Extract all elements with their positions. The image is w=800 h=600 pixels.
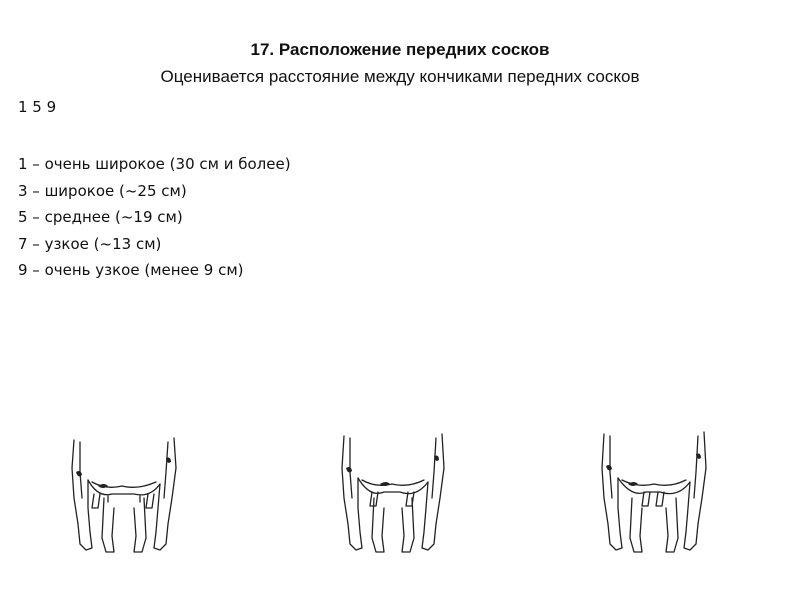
score-item-5: 5 – среднее (~19 см) [18, 208, 183, 226]
slide-title: 17. Расположение передних сосков [250, 40, 550, 59]
cow-rear-illustration-score-9 [598, 428, 710, 556]
cow-udder-drawing [338, 428, 450, 556]
scale-line: 1 5 9 [18, 98, 57, 116]
score-item-3: 3 – широкое (~25 см) [18, 181, 187, 200]
score-item-1: 1 – очень широкое (30 см и более) [18, 155, 291, 173]
slide-subtitle: Оценивается расстояние между кончиками передних сосков [160, 67, 640, 86]
score-list [18, 151, 291, 284]
score-item-7: 7 – узкое (~13 см) [18, 234, 162, 253]
score-item-9: 9 – очень узкое (менее 9 см) [18, 261, 244, 279]
cow-rear-illustration-score-5 [338, 428, 450, 556]
cow-udder-drawing [598, 428, 710, 556]
cow-udder-drawing [68, 428, 180, 556]
cow-rear-illustration-score-1 [68, 428, 180, 556]
